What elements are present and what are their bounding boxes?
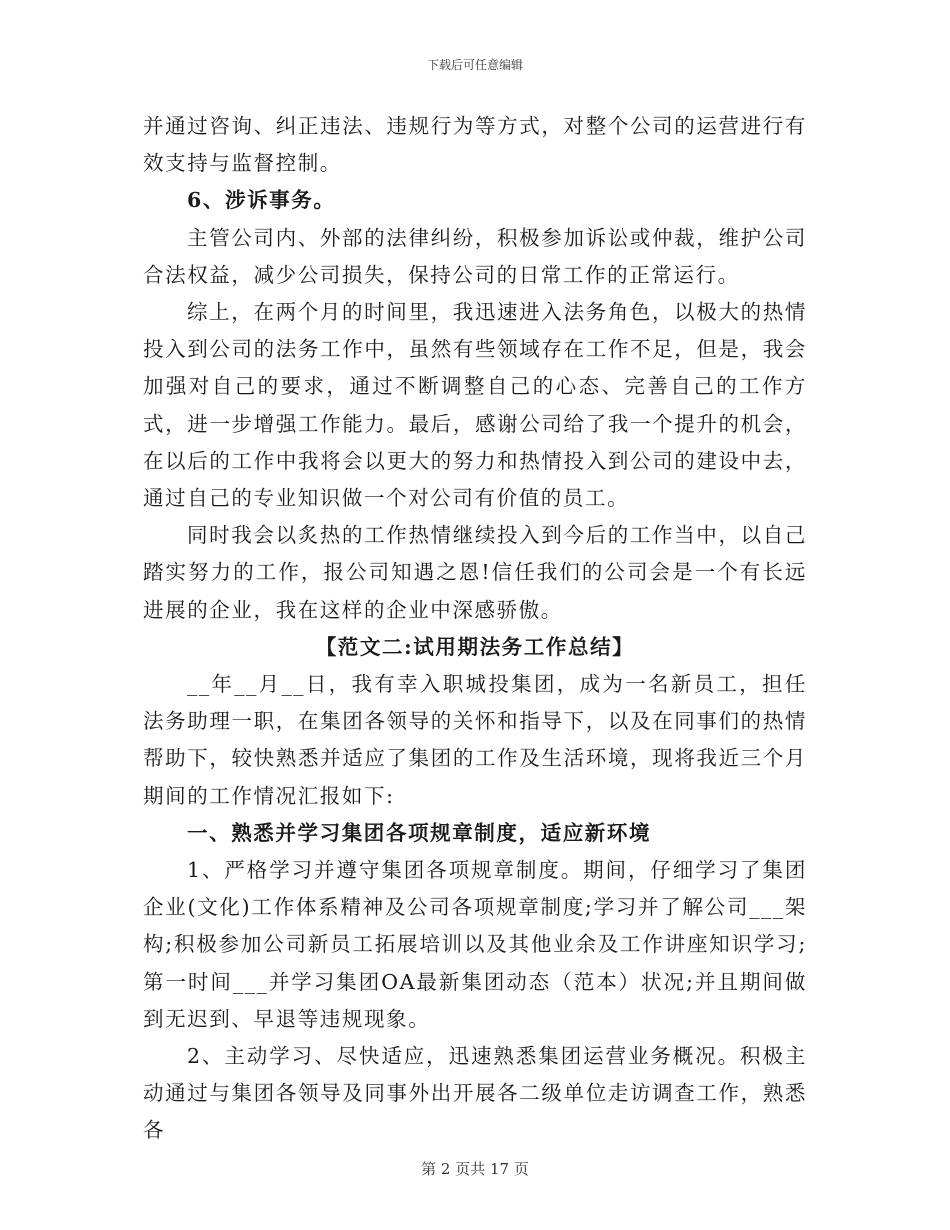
section-heading-rules: 一、熟悉并学习集团各项规章制度，适应新环境 — [187, 820, 652, 845]
paragraph-closing: 同时我会以炙热的工作热情继续投入到今后的工作当中，以自己踏实努力的工作，报公司知遇之恩!信任我们的公司会是一个有长远进展的企业，我在这样的企业中深感骄傲。 — [143, 523, 807, 622]
paragraph-summary: 综上，在两个月的时间里，我迅速进入法务角色，以极大的热情投入到公司的法务工作中，虽然有些领域存在工作不足，但是，我会加强对自己的要求，通过不断调整自己的心态、完善自己的工作方式，进一步增强工作能力。最后，感谢公司给了我一个提升的机会，在以后的工作中我将会以更大的努力和热情投入到公司的建设中去，通过自己的专业知识做一个对公司有价值的员工。 — [143, 300, 807, 511]
sample-title: 【范文二:试用期法务工作总结】 — [315, 634, 635, 659]
paragraph-item-2: 2、主动学习、尽快适应，迅速熟悉集团运营业务概况。积极主动通过与集团各领导及同事外出开展各二级单位走访调查工作，熟悉各 — [143, 1044, 807, 1143]
paragraph-item-1: 1、严格学习并遵守集团各项规章制度。期间，仔细学习了集团企业(文化)工作体系精神及公司各项规章制度;学习并了解公司___架构;积极参加公司新员工拓展培训以及其他业余及工作讲座知识学习;第一时间___并学习集团OA最新集团动态（范本）状况;并且期间做到无迟到、早退等违规现象。 — [143, 858, 807, 1031]
paragraph-intro: __年__月__日，我有幸入职城投集团，成为一名新员工，担任法务助理一职，在集团各领导的关怀和指导下，以及在同事们的热情帮助下，较快熟悉并适应了集团的工作及生活环境，现将我近三个月期间的工作情况汇报如下: — [143, 672, 807, 808]
document-body — [143, 108, 807, 1150]
section-heading-litigation: 6、涉诉事务。 — [187, 188, 336, 213]
paragraph-litigation: 主管公司内、外部的法律纠纷，积极参加诉讼或仲裁，维护公司合法权益，减少公司损失，保持公司的日常工作的正常运行。 — [143, 225, 807, 287]
paragraph-continuation: 并通过咨询、纠正违法、违规行为等方式，对整个公司的运营进行有效支持与监督控制。 — [143, 114, 807, 176]
page-header: 下载后可任意编辑 — [426, 58, 523, 72]
page-footer: 第 2 页共 17 页 — [421, 1160, 529, 1178]
